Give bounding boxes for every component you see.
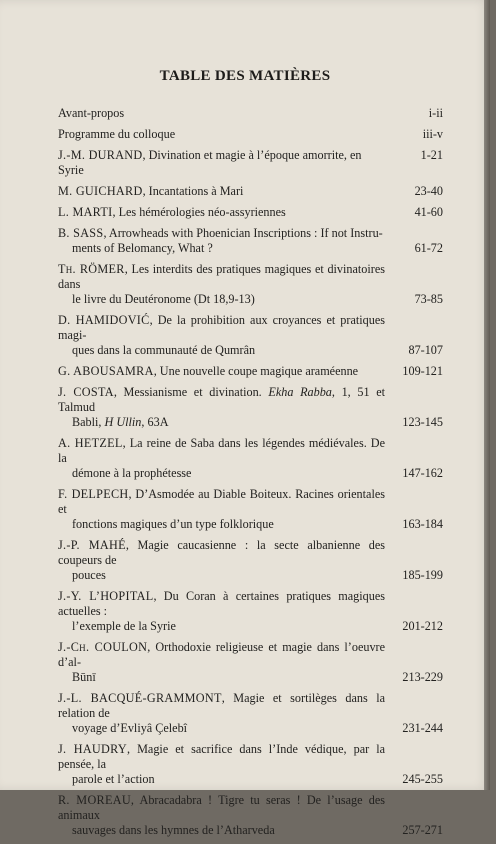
- entry-title-continued: Būnī: [72, 670, 96, 684]
- toc-entry: [58, 205, 443, 220]
- entry-author: D. HAMIDOVIĆ: [58, 313, 150, 327]
- entry-pages: 123-145: [402, 415, 443, 429]
- entry-author: F. DELPECH: [58, 487, 129, 501]
- entry-title: , Une nouvelle coupe magique araméenne: [153, 364, 359, 378]
- entry-title: , Messianisme et divination.: [113, 385, 269, 399]
- entry-title: , Arrowheads with Phoenician Inscriptions : If not Instru-: [103, 226, 383, 240]
- toc-entry: [58, 313, 443, 358]
- entry-title-continued: parole et l’action: [72, 772, 155, 786]
- entry-title-continued: pouces: [72, 568, 106, 582]
- entry-author: J.-P. MAHÉ: [58, 538, 126, 552]
- entry-title: Programme du colloque: [58, 127, 176, 141]
- toc-entry: [58, 742, 443, 787]
- entry-author: J. HAUDRY: [58, 742, 127, 756]
- entry-pages: 231-244: [402, 721, 443, 735]
- toc-entry: [58, 538, 443, 583]
- toc-entry: [58, 640, 443, 685]
- entry-pages: 23-40: [414, 184, 443, 198]
- page-title: TABLE DES MATIÈRES: [159, 68, 331, 84]
- toc-entry: [58, 385, 443, 430]
- entry-title: , 1, 51 et Talmud: [58, 385, 386, 414]
- entry-title: , Du Coran à certaines pratiques magiques actuelles :: [58, 589, 385, 618]
- entry-title: , Orthodoxie religieuse et magie dans l’oeuvre d’al-: [58, 640, 386, 669]
- entry-title: , Les hémérologies néo-assyriennes: [112, 205, 286, 219]
- toc-entry: [58, 487, 443, 532]
- entry-title: , D’Asmodée au Diable Boiteux. Racines orientales et: [58, 487, 385, 516]
- entry-title-italic: Ekha Rabba: [268, 385, 332, 399]
- entry-pages: 147-162: [402, 466, 443, 480]
- entry-title-continued: ments of Belomancy, What ?: [72, 241, 213, 255]
- entry-pages: 109-121: [402, 364, 443, 378]
- toc-entry: [58, 262, 443, 307]
- entry-title-italic: H Ullin: [104, 415, 142, 429]
- entry-author: J.-M. DURAND: [58, 148, 143, 162]
- entry-pages: 201-212: [402, 619, 443, 633]
- entry-author: R. MOREAU: [58, 793, 131, 807]
- entry-pages: 213-229: [402, 670, 443, 684]
- entry-title: , Magie et sortilèges dans la relation de: [58, 691, 385, 720]
- entry-pages: 163-184: [402, 517, 443, 531]
- table-of-contents: [58, 106, 443, 844]
- entry-author: A. HETZEL: [58, 436, 123, 450]
- entry-title: Avant-propos: [58, 106, 125, 120]
- toc-entry: [58, 436, 443, 481]
- entry-pages: 87-107: [408, 343, 443, 357]
- entry-author: J. COSTA: [58, 385, 114, 399]
- entry-title: , La reine de Saba dans les légendes médiévales. De la: [58, 436, 386, 465]
- entry-title-continued: sauvages dans les hymnes de l’Atharveda: [72, 823, 275, 837]
- toc-entry: [58, 106, 443, 121]
- toc-entry: [58, 691, 443, 736]
- entry-pages: 61-72: [414, 241, 443, 255]
- entry-title-continued: l’exemple de la Syrie: [72, 619, 176, 633]
- toc-entry: [58, 589, 443, 634]
- entry-pages: 1-21: [420, 148, 443, 162]
- entry-title-continued: , 63A: [141, 415, 169, 429]
- entry-title: , Incantations à Mari: [142, 184, 244, 198]
- entry-pages: 185-199: [402, 568, 443, 582]
- entry-title: , Divination et magie à l’époque amorrite, en Syrie: [58, 148, 362, 177]
- entry-author: Th. RÖMER: [58, 262, 125, 276]
- toc-entry: [58, 184, 443, 199]
- toc-entry: [58, 148, 443, 178]
- toc-entry: [58, 793, 443, 838]
- entry-title: , Magie et sacrifice dans l’Inde védique, par la pensée, la: [58, 742, 386, 771]
- entry-author: M. GUICHARD: [58, 184, 143, 198]
- toc-entry: [58, 364, 443, 379]
- entry-author: L. MARTI: [58, 205, 113, 219]
- toc-entry: [58, 127, 443, 142]
- entry-title: , De la prohibition aux croyances et pratiques magi-: [58, 313, 385, 342]
- toc-entry: [58, 226, 443, 256]
- entry-author: J.-Ch. COULON: [58, 640, 148, 654]
- entry-pages: i-ii: [428, 106, 443, 120]
- entry-pages: iii-v: [422, 127, 443, 141]
- entry-title-continued: Babli,: [72, 415, 105, 429]
- entry-pages: 257-271: [402, 823, 443, 837]
- entry-title: , Les interdits des pratiques magiques et divinatoires dans: [58, 262, 385, 291]
- entry-title: , Abracadabra ! Tigre tu seras ! De l’usage des animaux: [58, 793, 385, 822]
- entry-author: J.-Y. L’HOPITAL: [58, 589, 154, 603]
- entry-title-continued: ques dans la communauté de Qumrân: [72, 343, 256, 357]
- entry-title-continued: fonctions magiques d’un type folklorique: [72, 517, 274, 531]
- entry-title-continued: voyage d’Evliyâ Çelebî: [72, 721, 188, 735]
- entry-title: , Magie caucasienne : la secte albanienne des coupeurs de: [58, 538, 385, 567]
- entry-title-continued: le livre du Deutéronome (Dt 18,9-13): [72, 292, 255, 306]
- entry-author: J.-L. BACQUÉ-GRAMMONT: [58, 691, 222, 705]
- entry-pages: 41-60: [414, 205, 443, 219]
- entry-pages: 245-255: [402, 772, 443, 786]
- entry-author: G. ABOUSAMRA: [58, 364, 154, 378]
- entry-author: B. SASS: [58, 226, 104, 240]
- page-edge-shadow: [484, 0, 490, 790]
- entry-title-continued: démone à la prophétesse: [72, 466, 192, 480]
- entry-pages: 73-85: [414, 292, 443, 306]
